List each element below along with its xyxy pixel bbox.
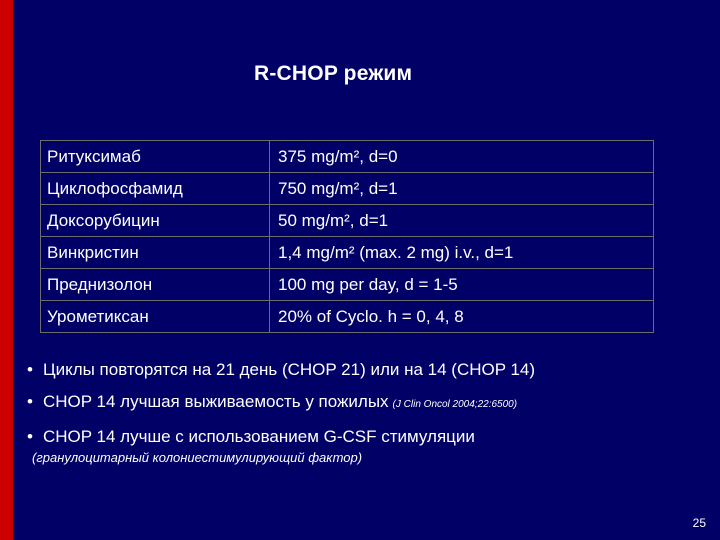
dose-cell: 750 mg/m², d=1 bbox=[270, 173, 654, 205]
drug-name-cell: Винкристин bbox=[41, 237, 270, 269]
drug-name-cell: Преднизолон bbox=[41, 269, 270, 301]
dose-cell: 50 mg/m², d=1 bbox=[270, 205, 654, 237]
table-row bbox=[41, 301, 654, 333]
table-row bbox=[41, 205, 654, 237]
drug-name-cell: Циклофосфамид bbox=[41, 173, 270, 205]
slide-title: R-CHOP режим bbox=[254, 62, 413, 85]
dose-cell: 1,4 mg/m² (max. 2 mg) i.v., d=1 bbox=[270, 237, 654, 269]
bullet-item bbox=[27, 392, 517, 412]
page-number: 25 bbox=[692, 516, 706, 530]
gcsf-note: (гранулоцитарный колониестимулирующий фактор) bbox=[32, 450, 363, 465]
bullet-text: CHOP 14 лучшая выживаемость у пожилых bbox=[43, 392, 389, 411]
table-row bbox=[41, 141, 654, 173]
table-row bbox=[41, 173, 654, 205]
bullet-text: CHOP 14 лучше с использованием G-CSF стимуляции bbox=[43, 427, 475, 446]
citation: (J Clin Oncol 2004;22:6500) bbox=[392, 399, 518, 410]
bullet-marker: • bbox=[27, 427, 33, 446]
dosing-table bbox=[40, 140, 654, 333]
bullet-marker: • bbox=[27, 360, 33, 379]
bullet-item bbox=[27, 427, 475, 447]
drug-name-cell: Ритуксимаб bbox=[41, 141, 270, 173]
table-row bbox=[41, 269, 654, 301]
dose-cell: 20% of Cyclo. h = 0, 4, 8 bbox=[270, 301, 654, 333]
bullet-item bbox=[27, 360, 535, 380]
dose-cell: 375 mg/m², d=0 bbox=[270, 141, 654, 173]
left-accent-bar bbox=[0, 0, 13, 540]
drug-name-cell: Урометиксан bbox=[41, 301, 270, 333]
table-row bbox=[41, 237, 654, 269]
dose-cell: 100 mg per day, d = 1-5 bbox=[270, 269, 654, 301]
drug-name-cell: Доксорубицин bbox=[41, 205, 270, 237]
bullet-marker: • bbox=[27, 392, 33, 411]
bullet-text: Циклы повторятся на 21 день (CHOP 21) или на 14 (CHOP 14) bbox=[43, 360, 536, 379]
